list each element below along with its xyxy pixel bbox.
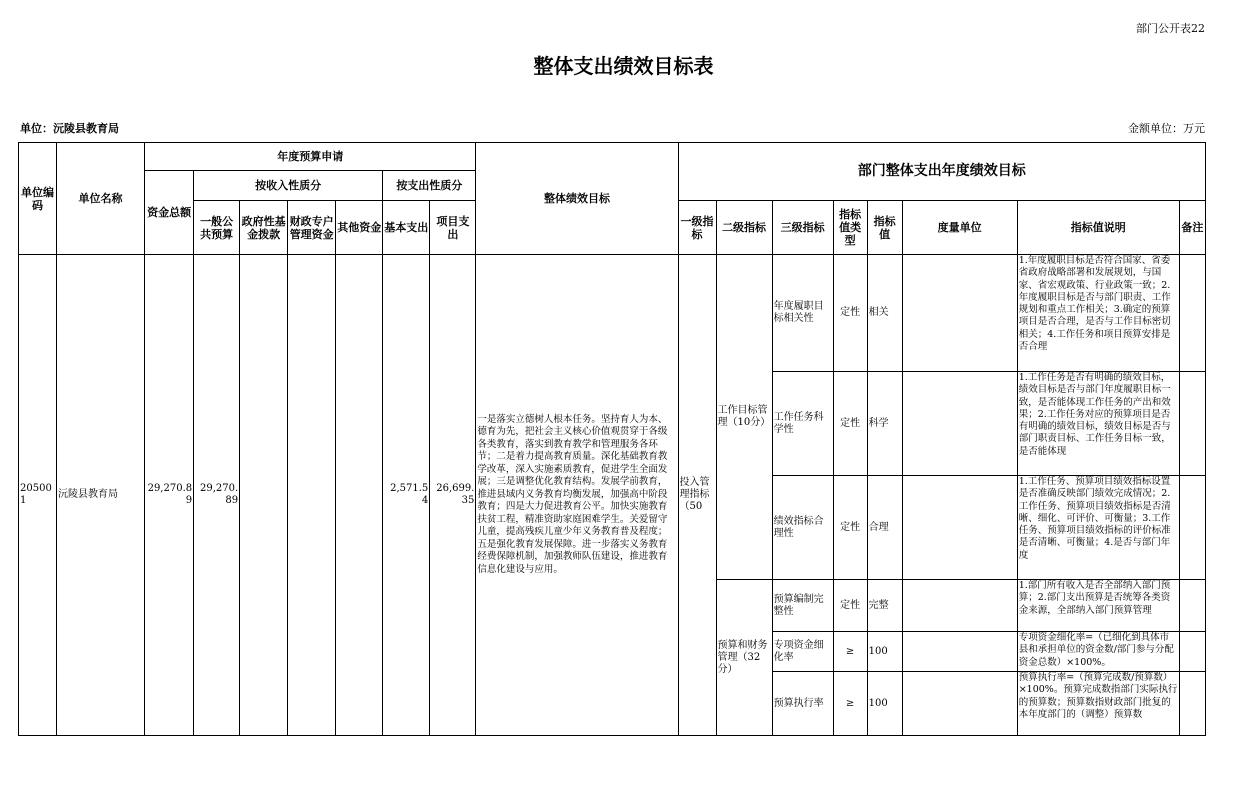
value-desc-cell xyxy=(1017,476,1179,580)
header-remark: 备注 xyxy=(1179,201,1205,255)
unit-label: 单位：沅陵县教育局 xyxy=(20,122,119,135)
level3-cell: 专项资金细化率 xyxy=(772,632,833,672)
measure-unit-cell xyxy=(902,672,1017,736)
header-measure-unit: 度量单位 xyxy=(902,201,1017,255)
value-cell: 100 xyxy=(867,632,902,672)
value-type-cell: ≥ xyxy=(833,632,867,672)
header-level2: 二级指标 xyxy=(716,201,772,255)
header-general-budget: 一般公共预算 xyxy=(194,201,240,255)
level3-cell: 预算执行率 xyxy=(772,672,833,736)
measure-unit-cell xyxy=(902,255,1017,372)
header-value-type: 指标值类型 xyxy=(833,201,867,255)
value-cell: 科学 xyxy=(867,372,902,476)
value-desc-cell xyxy=(1017,580,1179,632)
value-desc-cell xyxy=(1017,632,1179,672)
value-desc-cell xyxy=(1017,372,1179,476)
level2-cell-budget-finance: 预算和财务管理（32分） xyxy=(716,580,772,736)
amount-unit: 金额单位：万元 xyxy=(1128,122,1205,135)
header-dept-annual-goal: 部门整体支出年度绩效目标 xyxy=(678,143,1205,201)
header-project-expense: 项目支出 xyxy=(430,201,476,255)
remark-cell xyxy=(1179,580,1205,632)
table-row xyxy=(19,255,1206,372)
performance-table xyxy=(18,142,1206,736)
level1-cell: 投入管理指标（50 xyxy=(678,255,716,736)
header-value: 指标值 xyxy=(867,201,902,255)
measure-unit-cell xyxy=(902,632,1017,672)
gov-fund-cell xyxy=(240,255,288,736)
total-funds-cell: 29,270.89 xyxy=(145,255,194,736)
header-unit-name: 单位名称 xyxy=(57,143,145,255)
overall-goal-cell: 一是落实立德树人根本任务。坚持育人为本、德育为先，把社会主义核心价值观贯穿于各级各类教育，落实到教育教学和管理服务各环节；二是着力提高教育质量。深化基础教育教学改革，深入实施素质教育，促进学生全面发展；三是调整优化教育结构。发展学前教育，推进县域内义务教育均衡发展，加强高中阶段教育；四是大力促进教育公平。加快实施教育扶贫工程，精准资助家庭困难学生。关爱留守儿童，提高残疾儿童少年义务教育普及程度；五是强化教育发展保障。进一步落实义务教育经费保障机制，加强教师队伍建设，推进教育信息化建设与应用。 xyxy=(476,255,678,736)
project-expense-cell: 26,699.35 xyxy=(430,255,476,736)
header-annual-budget: 年度预算申请 xyxy=(145,143,476,171)
level2-cell-work-goal: 工作目标管理（10分） xyxy=(716,255,772,580)
header-other-funds: 其他资金 xyxy=(336,201,383,255)
level3-cell: 工作任务科学性 xyxy=(772,372,833,476)
value-desc-text: 1.工作任务是否有明确的绩效目标，绩效目标是否与部门年度履职目标一致，是否能体现工作任务的产出和效果；2.工作任务对应的预算项目是否有明确的绩效目标，绩效目标是否与部门职责目标、工作任务目标一致，是否能体现 xyxy=(1018,372,1171,457)
header-total-funds: 资金总额 xyxy=(145,171,194,255)
form-number: 部门公开表22 xyxy=(1136,22,1205,35)
value-cell: 完整 xyxy=(867,580,902,632)
fiscal-account-cell xyxy=(288,255,336,736)
unit-code-cell: 205001 xyxy=(19,255,57,736)
remark-cell xyxy=(1179,372,1205,476)
page-title: 整体支出绩效目标表 xyxy=(533,54,714,78)
measure-unit-cell xyxy=(902,580,1017,632)
remark-cell xyxy=(1179,476,1205,580)
value-type-cell: 定性 xyxy=(833,476,867,580)
measure-unit-cell xyxy=(902,476,1017,580)
value-cell: 100 xyxy=(867,672,902,736)
level3-cell: 绩效指标合理性 xyxy=(772,476,833,580)
level3-cell: 预算编制完整性 xyxy=(772,580,833,632)
value-desc-text: 1.工作任务、预算项目绩效指标设置是否准确反映部门绩效完成情况；2.工作任务、预算项目绩效指标是否清晰、细化、可评价、可衡量；3.工作任务、预算项目绩效指标的评价标准是否清晰、可衡量；4.是否与部门年度 xyxy=(1018,476,1171,561)
measure-unit-cell xyxy=(902,372,1017,476)
header-value-desc: 指标值说明 xyxy=(1017,201,1179,255)
value-desc-cell xyxy=(1017,255,1179,372)
value-type-cell: 定性 xyxy=(833,255,867,372)
remark-cell xyxy=(1179,672,1205,736)
header-gov-fund: 政府性基金拨款 xyxy=(240,201,288,255)
level3-cell: 年度履职目标相关性 xyxy=(772,255,833,372)
remark-cell xyxy=(1179,632,1205,672)
header-basic-expense: 基本支出 xyxy=(383,201,430,255)
header-fiscal-account: 财政专户管理资金 xyxy=(288,201,336,255)
general-budget-cell: 29,270.89 xyxy=(194,255,240,736)
header-level3: 三级指标 xyxy=(772,201,833,255)
value-desc-text: 预算执行率=（预算完成数/预算数）×100%。预算完成数指部门实际执行的预算数；预算数指财政部门批复的本年度部门的（调整）预算数 xyxy=(1018,672,1178,720)
value-type-cell: ≥ xyxy=(833,672,867,736)
other-funds-cell xyxy=(336,255,383,736)
header-level1: 一级指标 xyxy=(678,201,716,255)
value-type-cell: 定性 xyxy=(833,372,867,476)
value-desc-text: 1.部门所有收入是否全部纳入部门预算；2.部门支出预算是否统筹各类资金来源，全部纳入部门预算管理 xyxy=(1018,580,1171,616)
value-desc-text: 1.年度履职目标是否符合国家、省委省政府战略部署和发展规划，与国家、省宏观政策、行业政策一致；2.年度履职目标是否与部门职责、工作规划和重点工作相关；3.确定的预算项目是否合理，是否与工作目标密切相关；4.工作任务和项目预算安排是否合理 xyxy=(1018,255,1171,353)
unit-name-cell: 沅陵县教育局 xyxy=(57,255,145,736)
value-desc-cell xyxy=(1017,672,1179,736)
remark-cell xyxy=(1179,255,1205,372)
basic-expense-cell: 2,571.54 xyxy=(383,255,430,736)
value-cell: 相关 xyxy=(867,255,902,372)
header-unit-code: 单位编码 xyxy=(19,143,57,255)
value-type-cell: 定性 xyxy=(833,580,867,632)
header-by-expense: 按支出性质分 xyxy=(383,171,476,201)
header-overall-goal: 整体绩效目标 xyxy=(476,143,678,255)
header-by-income: 按收入性质分 xyxy=(194,171,383,201)
value-desc-text: 专项资金细化率=（已细化到具体市县和承担单位的资金数/部门参与分配资金总数）×100%。 xyxy=(1018,632,1174,668)
value-cell: 合理 xyxy=(867,476,902,580)
